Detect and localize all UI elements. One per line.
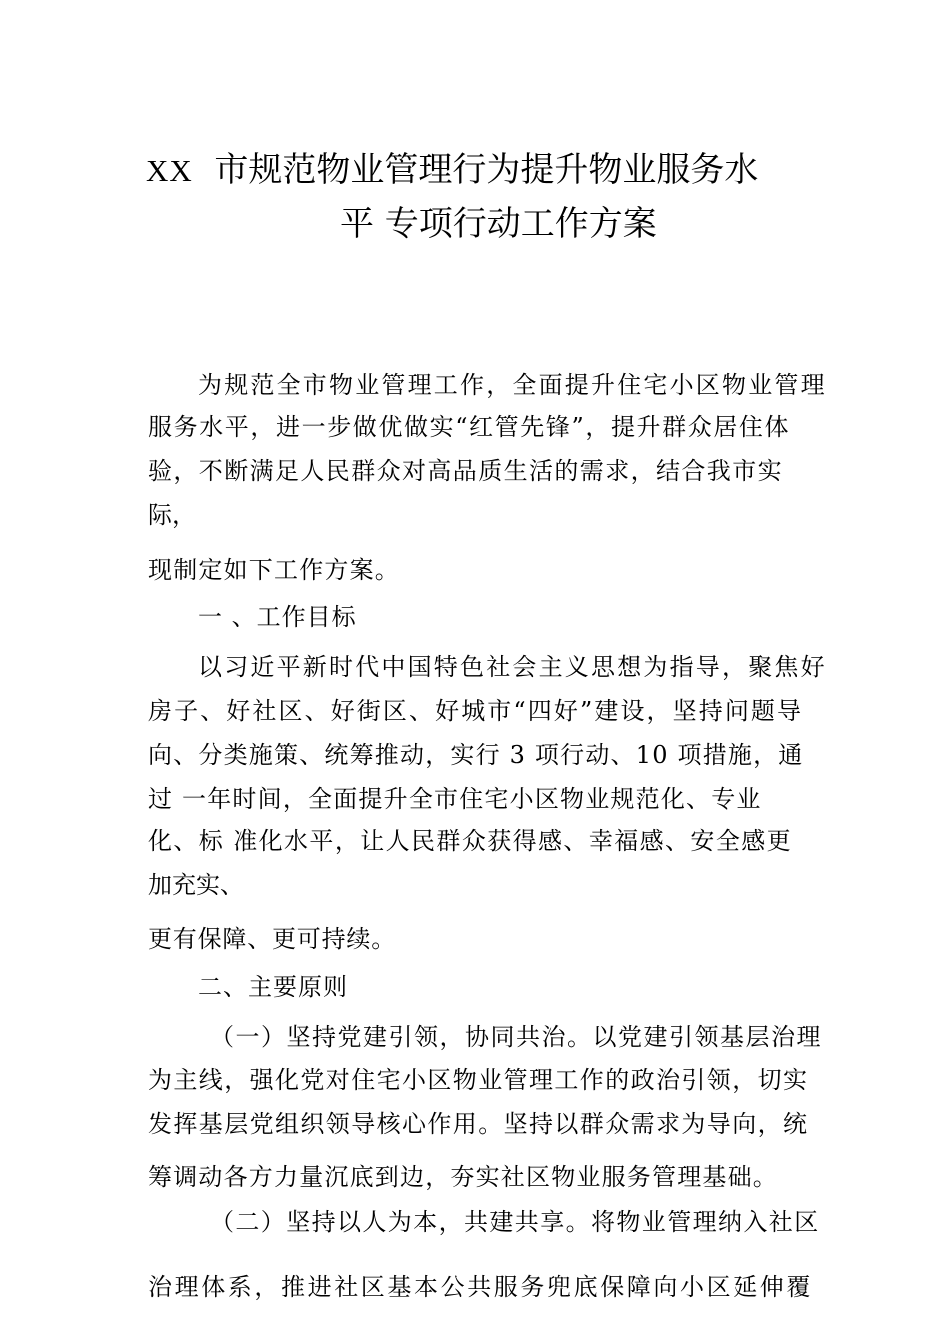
- body-line-6: 以习近平新时代中国特色社会主义思想为指导，聚焦好: [198, 653, 827, 681]
- body-line-9: 过 一年时间，全面提升全市住宅小区物业规范化、专业: [148, 785, 762, 813]
- body-line-18: 治理体系，推进社区基本公共服务兜底保障向小区延伸覆: [148, 1273, 813, 1301]
- body-line-17: （二）坚持以人为本，共建共享。将物业管理纳入社区: [210, 1208, 820, 1236]
- body-line-7: 房子、好社区、好街区、好城市“四好”建设，坚持问题导: [148, 697, 804, 725]
- body-line-2: 服务水平，进一步做优做实“红管先锋”，提升群众居住体: [148, 413, 791, 441]
- body-line-3: 验，不断满足人民群众对高品质生活的需求，结合我市实: [148, 457, 783, 485]
- document-title-line-1: [146, 142, 758, 191]
- body-line-16: 筹调动各方力量沉底到边，夯实社区物业服务管理基础。: [148, 1163, 778, 1191]
- body-line-14: 为主线，强化党对住宅小区物业管理工作的政治引领，切实: [148, 1066, 809, 1094]
- body-line-13: （一）坚持党建引领，协同共治。以党建引领基层治理: [210, 1023, 822, 1051]
- section-heading-1: 一 、工作目标: [198, 603, 357, 631]
- body-line-8: 向、分类施策、统筹推动，实行 3 项行动、10 项措施，通: [148, 741, 804, 769]
- body-line-5: 现制定如下工作方案。: [148, 556, 400, 584]
- title-main: 市规范物业管理行为提升物业服务水: [214, 150, 759, 190]
- body-line-4: 际，: [148, 501, 196, 529]
- body-line-15: 发挥基层党组织领导核心作用。坚持以群众需求为导向，统: [148, 1110, 809, 1138]
- body-line-10: 化、标 准化水平，让人民群众获得感、幸福感、安全感更: [148, 827, 793, 855]
- body-line-11: 加充实、: [148, 871, 244, 899]
- title-prefix: XX: [146, 153, 193, 188]
- section-heading-2: 二、主要原则: [198, 973, 348, 1001]
- body-line-12: 更有保障、更可持续。: [148, 925, 396, 953]
- body-line-1: 为规范全市物业管理工作，全面提升住宅小区物业管理: [198, 371, 827, 399]
- document-title-line-2: 平 专项行动工作方案: [340, 204, 657, 244]
